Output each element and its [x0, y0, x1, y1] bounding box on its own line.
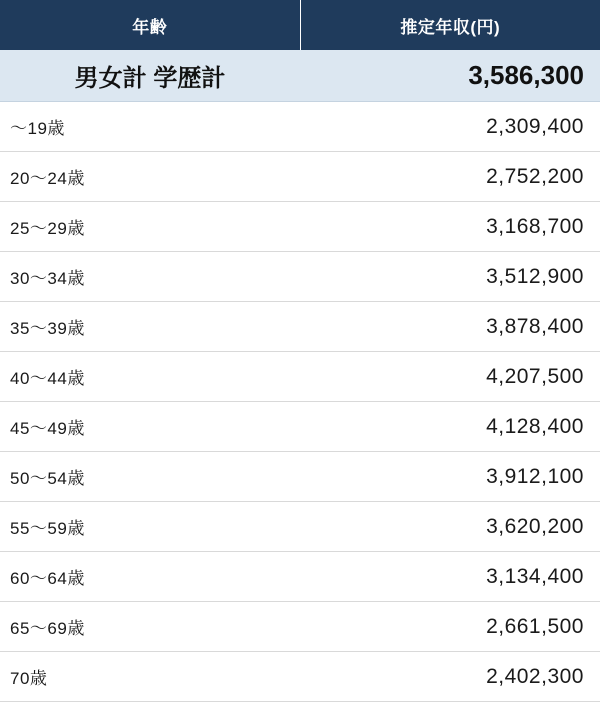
row-age-label: 30～34歳: [0, 252, 300, 302]
row-income-value: 4,128,400: [300, 402, 600, 452]
table-header: [0, 0, 600, 50]
column-header-income: 推定年収(円): [300, 0, 600, 50]
row-age-label: 20～24歳: [0, 152, 300, 202]
row-income-value: 2,309,400: [300, 102, 600, 152]
row-age-label: 25～29歳: [0, 202, 300, 252]
total-row-income: 3,586,300: [300, 50, 600, 102]
table-row: [0, 102, 600, 152]
column-header-age: 年齢: [0, 0, 300, 50]
row-age-label: 50～54歳: [0, 452, 300, 502]
row-income-value: 3,134,400: [300, 552, 600, 602]
table-row: [0, 652, 600, 702]
table-row: [0, 302, 600, 352]
table-row: [0, 452, 600, 502]
table-row: [0, 552, 600, 602]
row-income-value: 3,512,900: [300, 252, 600, 302]
row-age-label: 35～39歳: [0, 302, 300, 352]
table-row: [0, 402, 600, 452]
table-row-total: [0, 50, 600, 102]
row-age-label: 40～44歳: [0, 352, 300, 402]
row-age-label: ～19歳: [0, 102, 300, 152]
row-age-label: 65～69歳: [0, 602, 300, 652]
table-row: [0, 502, 600, 552]
row-income-value: 2,661,500: [300, 602, 600, 652]
table-row: [0, 152, 600, 202]
table-row: [0, 202, 600, 252]
table-row: [0, 602, 600, 652]
header-row: [0, 0, 600, 50]
row-income-value: 2,752,200: [300, 152, 600, 202]
row-age-label: 70歳: [0, 652, 300, 702]
row-income-value: 2,402,300: [300, 652, 600, 702]
table-row: [0, 252, 600, 302]
row-income-value: 3,620,200: [300, 502, 600, 552]
row-income-value: 3,912,100: [300, 452, 600, 502]
table-row: [0, 352, 600, 402]
total-row-label: 男女計 学歴計: [0, 50, 300, 102]
table-body: [0, 50, 600, 702]
row-income-value: 3,168,700: [300, 202, 600, 252]
row-age-label: 45～49歳: [0, 402, 300, 452]
row-income-value: 4,207,500: [300, 352, 600, 402]
row-income-value: 3,878,400: [300, 302, 600, 352]
row-age-label: 55～59歳: [0, 502, 300, 552]
row-age-label: 60～64歳: [0, 552, 300, 602]
